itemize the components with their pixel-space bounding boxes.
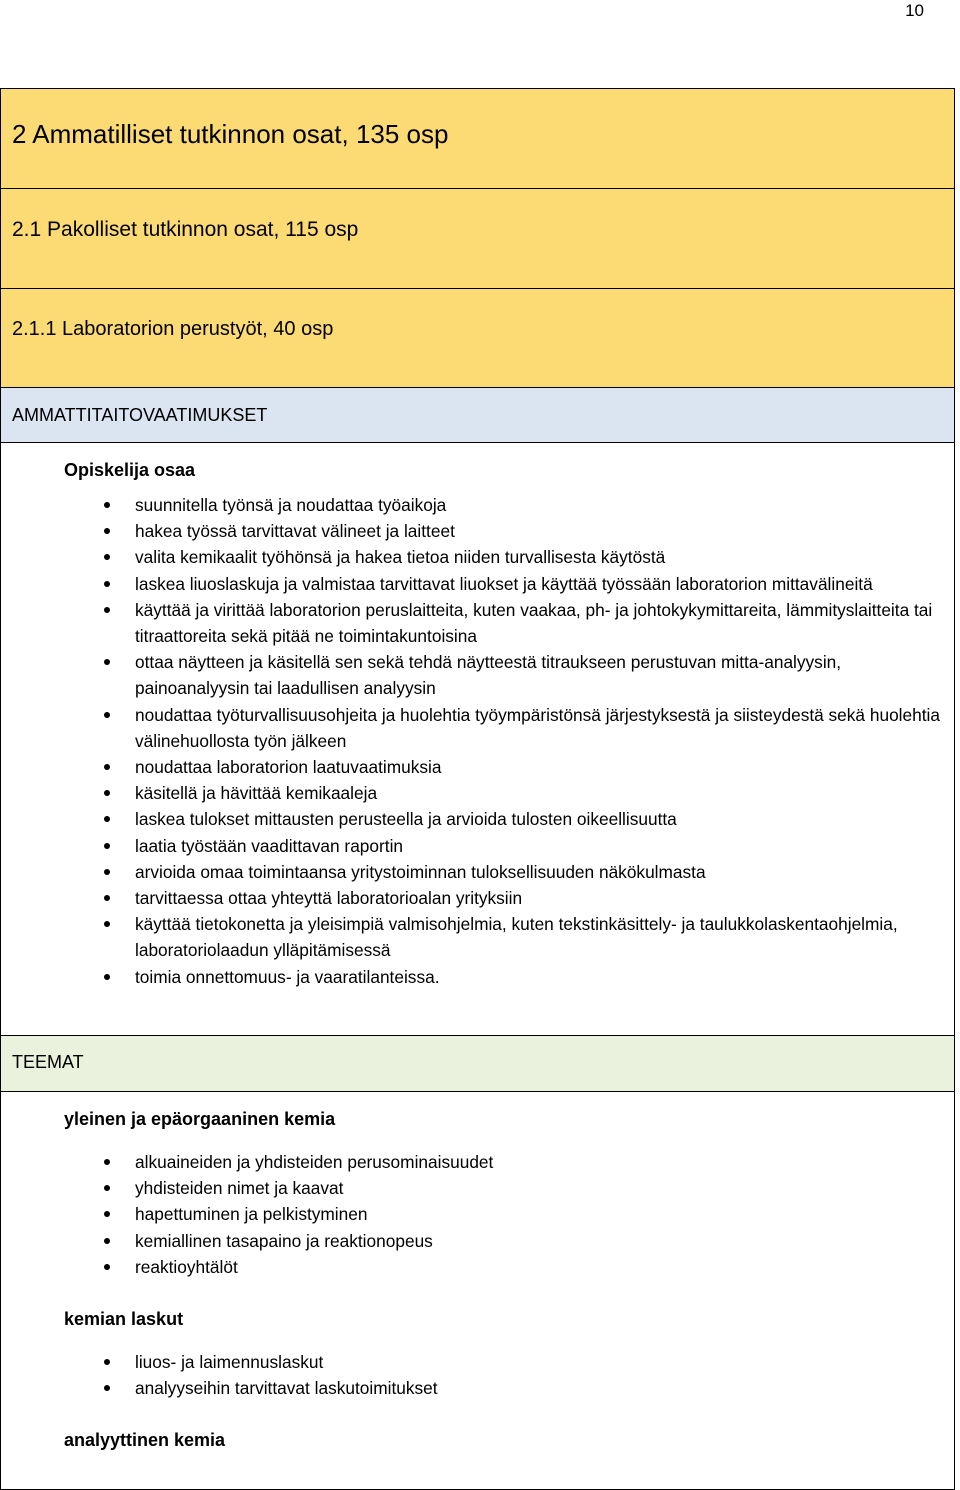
list-item-text: laskea liuoslaskuja ja valmistaa tarvittavat liuokset ja käyttää työssään laboratorion mittavälineitä [135, 573, 873, 594]
list-item [135, 754, 954, 780]
list-item-text: noudattaa laboratorion laatuvaatimuksia [135, 757, 442, 778]
requirements-title: AMMATTITAITOVAATIMUKSET [12, 405, 268, 425]
list-item-text: analyyseihin tarvittavat laskutoimitukset [135, 1378, 438, 1399]
list-item [135, 964, 954, 990]
theme-group-list [1, 1149, 954, 1280]
list-item-text: suunnitella työnsä ja noudattaa työaikoja [135, 495, 447, 515]
list-item-text: laatia työstään vaadittavan raportin [135, 835, 404, 856]
bullet-icon [104, 659, 110, 665]
list-item [135, 1375, 954, 1401]
list-item-text: yhdisteiden nimet ja kaavat [135, 1178, 344, 1199]
heading-level3-row [1, 289, 954, 388]
list-item-text: alkuaineiden ja yhdisteiden perusominaisuudet [135, 1152, 494, 1172]
bullet-icon [104, 764, 110, 770]
list-item [135, 597, 954, 649]
bullet-icon [104, 1159, 110, 1165]
list-item [135, 859, 954, 885]
list-item [135, 649, 954, 701]
list-item [135, 1228, 954, 1254]
list-item-text: ottaa näytteen ja käsitellä sen sekä tehdä näytteestä titraukseen perustuvan mitta-analyysin, painoanalyysin tai laadullisen analyysin [135, 652, 842, 699]
list-item-text: hakea työssä tarvittavat välineet ja laitteet [135, 521, 455, 542]
bullet-icon [104, 1238, 110, 1244]
list-item-text: hapettuminen ja pelkistyminen [135, 1204, 368, 1225]
list-item-text: valita kemikaalit työhönsä ja hakea tietoa niiden turvallisesta käytöstä [135, 547, 666, 568]
list-item [135, 1201, 954, 1227]
bullet-icon [104, 974, 110, 980]
bullet-icon [104, 895, 110, 901]
heading-level3: 2.1.1 Laboratorion perustyöt, 40 osp [12, 318, 334, 340]
theme-group-heading: yleinen ja epäorgaaninen kemia [64, 1109, 336, 1129]
themes-header-row [1, 1036, 954, 1092]
bullet-icon [104, 607, 110, 613]
list-item [135, 702, 954, 754]
themes-title: TEEMAT [12, 1052, 84, 1072]
list-item-text: laskea tulokset mittausten perusteella ja arvioida tulosten oikeellisuutta [135, 809, 677, 830]
list-item-text: kemiallinen tasapaino ja reaktionopeus [135, 1230, 433, 1251]
bullet-icon [104, 554, 110, 560]
bullet-icon [104, 528, 110, 534]
list-item [135, 1175, 954, 1201]
theme-group-list [1, 1349, 954, 1401]
bullet-icon [104, 1211, 110, 1217]
list-item-text: käyttää tietokonetta ja yleisimpiä valmisohjelmia, kuten tekstinkäsittely- ja taulukkolaskentaohjelmia, laboratoriolaadun ylläpitämisessä [135, 914, 898, 961]
list-item [135, 780, 954, 806]
list-item-text: noudattaa työturvallisuusohjeita ja huolehtia työympäristönsä järjestyksestä ja siisteydestä sekä huolehtia välinehuollosta työn jälkeen [135, 704, 940, 751]
list-item [135, 518, 954, 544]
requirements-lead: Opiskelija osaa [64, 460, 196, 480]
page-number: 10 [905, 1, 924, 20]
heading-level1: 2 Ammatilliset tutkinnon osat, 135 osp [12, 119, 449, 149]
list-item-text: käsitellä ja hävittää kemikaaleja [135, 783, 378, 804]
themes-body [1, 1092, 954, 1489]
list-item-text: toimia onnettomuus- ja vaaratilanteissa. [135, 966, 440, 987]
heading-level2: 2.1 Pakolliset tutkinnon osat, 115 osp [12, 218, 359, 241]
list-item [135, 833, 954, 859]
list-item [135, 1254, 954, 1280]
theme-group [1, 1106, 954, 1280]
list-item [135, 1149, 954, 1175]
bullet-icon [104, 869, 110, 875]
heading-level2-row [1, 189, 954, 289]
heading-level1-row [1, 89, 954, 189]
bullet-icon [104, 502, 110, 508]
theme-group-heading: analyyttinen kemia [64, 1430, 226, 1451]
list-item-text: arvioida omaa toimintaansa yritystoiminnan tuloksellisuuden näkökulmasta [135, 861, 706, 882]
bullet-icon [104, 790, 110, 796]
theme-group [1, 1427, 954, 1453]
list-item-text: tarvittaessa ottaa yhteyttä laboratorioalan yrityksiin [135, 888, 523, 909]
list-item [135, 544, 954, 570]
bullet-icon [104, 921, 110, 927]
list-item [135, 1349, 954, 1375]
bullet-icon [104, 816, 110, 822]
list-item [135, 571, 954, 597]
bullet-icon [104, 843, 110, 849]
bullet-icon [104, 1359, 110, 1365]
theme-group [1, 1306, 954, 1401]
requirements-header-row [1, 388, 954, 443]
list-item [135, 885, 954, 911]
list-item-text: liuos- ja laimennuslaskut [135, 1352, 324, 1373]
bullet-icon [104, 1264, 110, 1270]
curriculum-table [0, 88, 955, 1490]
list-item [135, 492, 954, 518]
bullet-icon [104, 1385, 110, 1391]
list-item-text: käyttää ja virittää laboratorion peruslaitteita, kuten vaakaa, ph- ja johtokykymittareita, lämmityslaitteita tai titraattoreita sekä pitää ne toimintakuntoisina [135, 599, 933, 647]
bullet-icon [104, 712, 110, 718]
list-item [135, 806, 954, 832]
bullet-icon [104, 1185, 110, 1191]
list-item [135, 911, 954, 963]
requirements-body [1, 443, 954, 1036]
theme-group-heading: kemian laskut [64, 1309, 184, 1330]
bullet-icon [104, 581, 110, 587]
list-item-text: reaktioyhtälöt [135, 1256, 238, 1277]
requirements-list [1, 492, 954, 990]
